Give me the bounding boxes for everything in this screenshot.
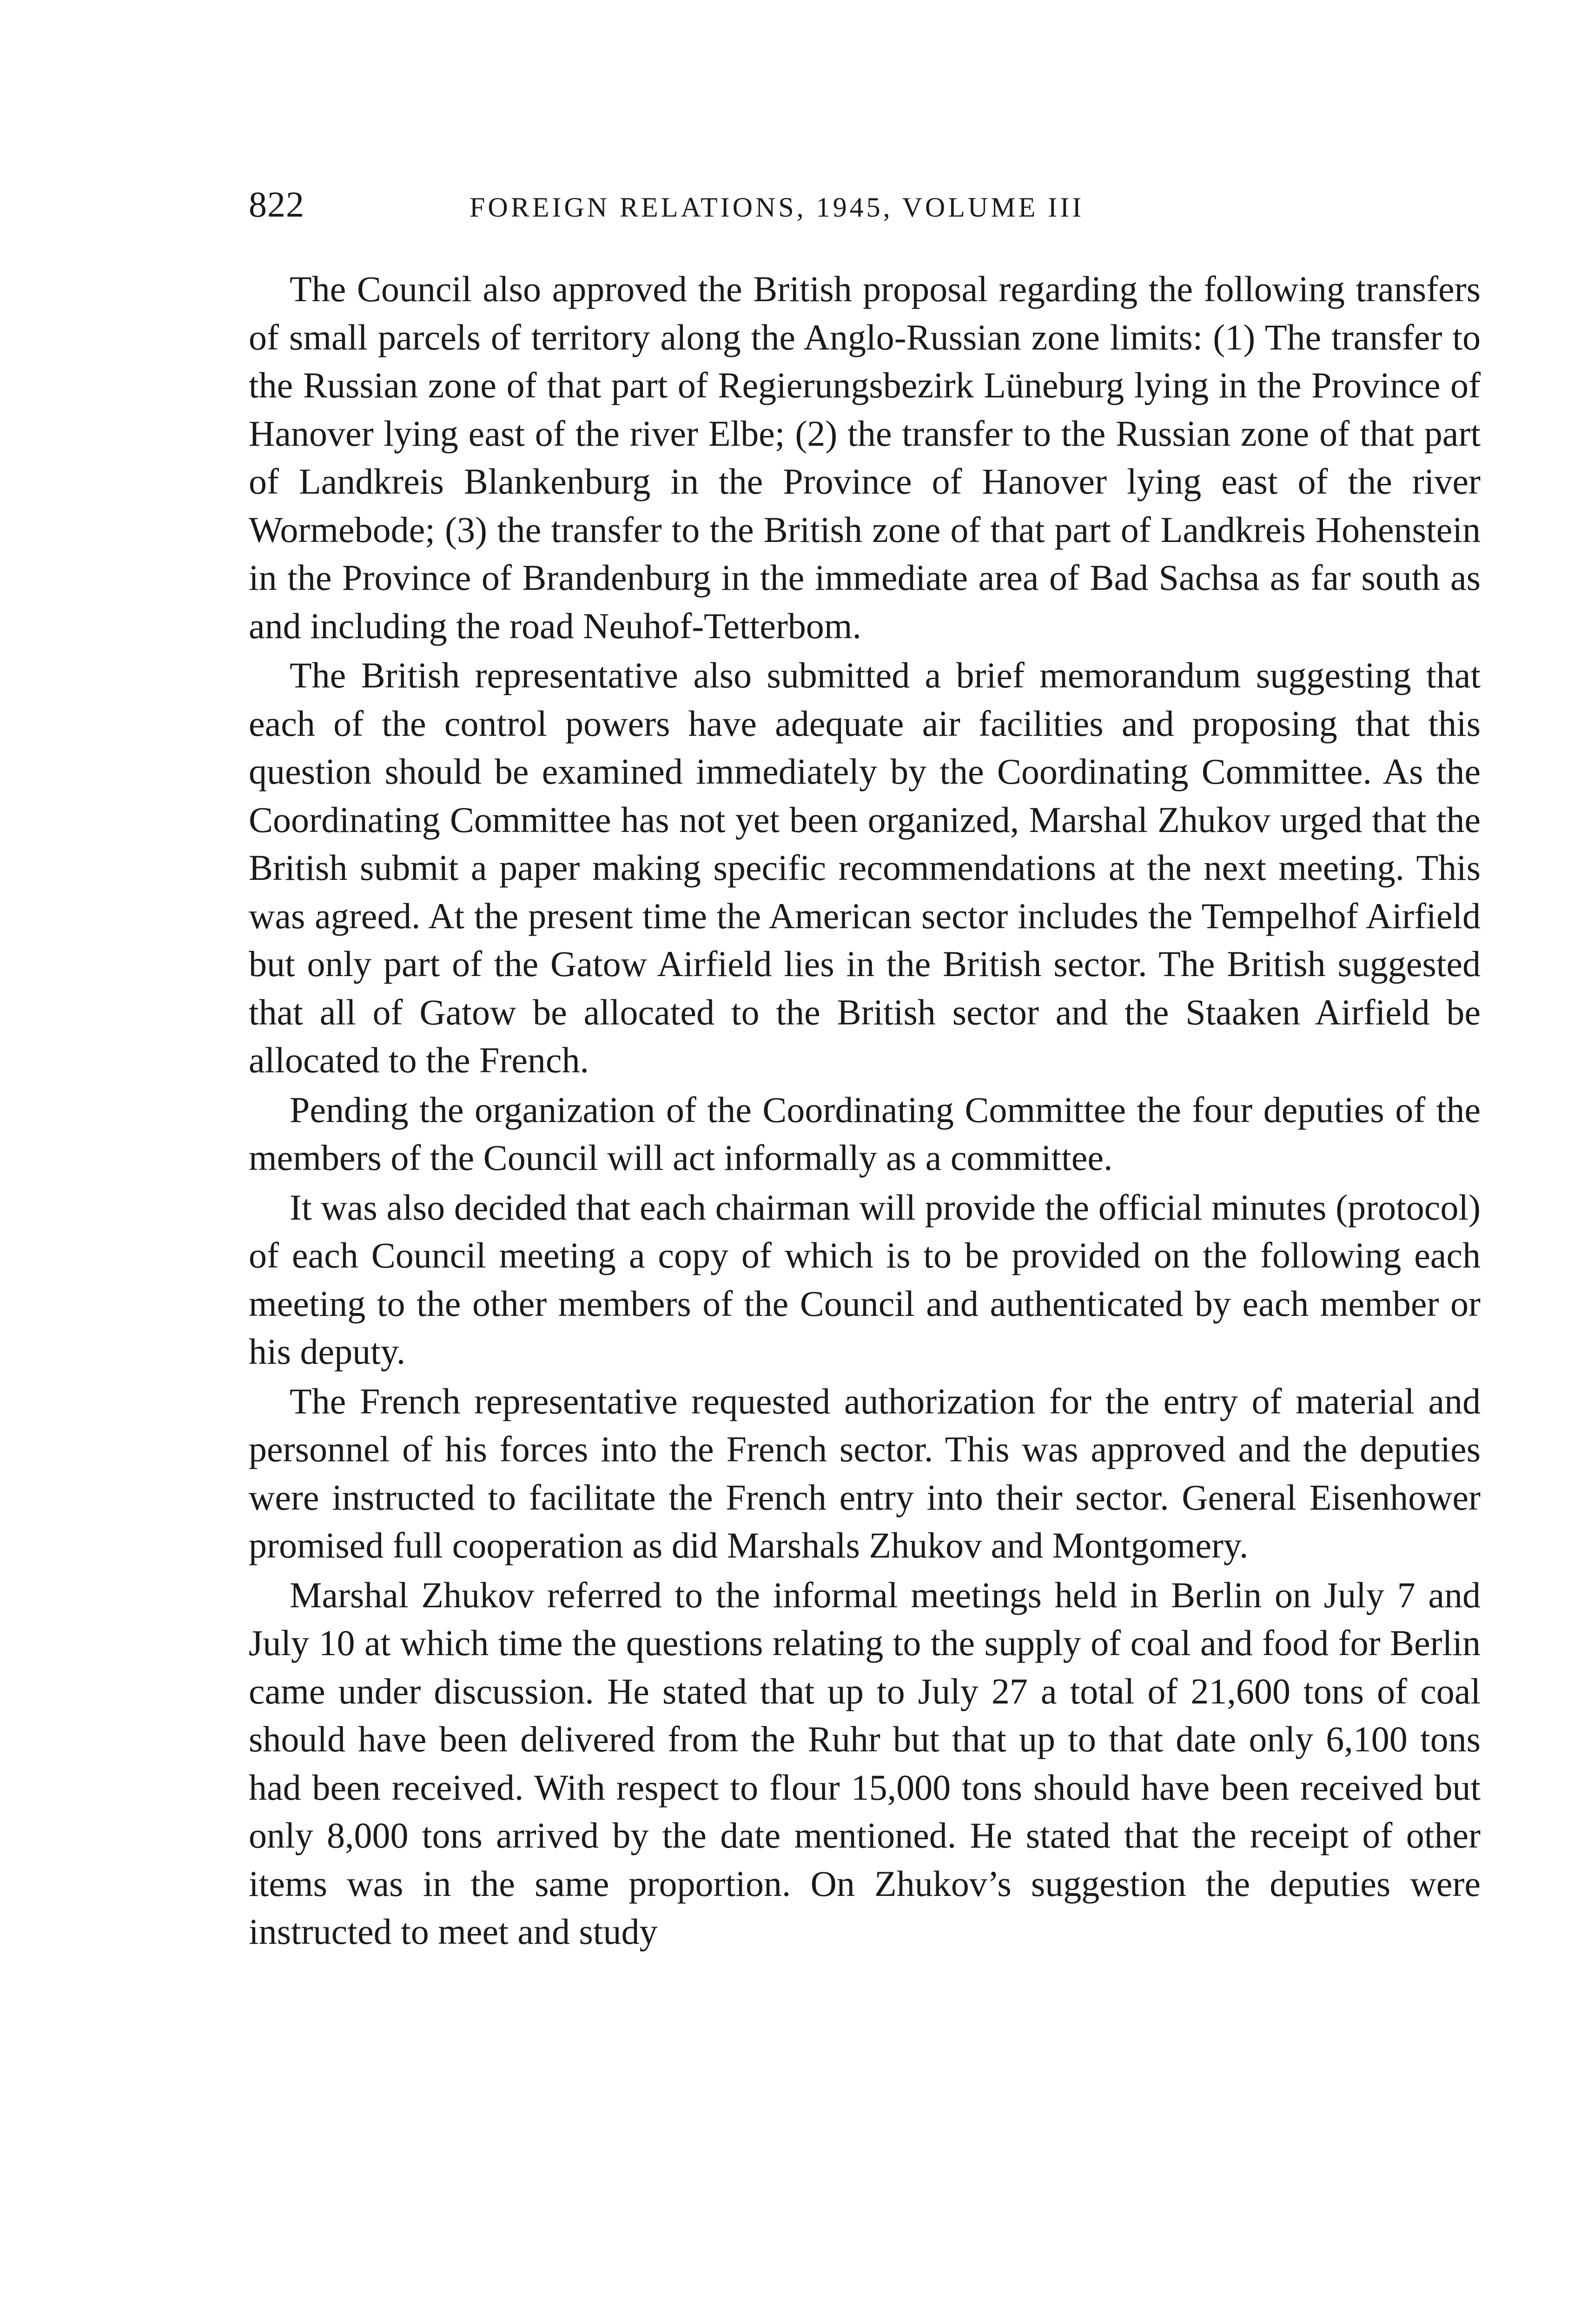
paragraph-territory-transfers: The Council also approved the British proposal regarding the following transfers of small parcels of territory along the Anglo-Russian zone limits: (1) The transfer to the Russian zone of that part of Regierungsbezirk Lüneburg lying in the Province of Hanover lying east of the river Elbe; (2) the transfer to the Russian zone of that part of Landkreis Blankenburg in the Province of Hanover lying east of the river Wormebode; (3) the transfer to the British zone of that part of Landkreis Hohenstein in the Province of Brandenburg in the immediate area of Bad Sachsa as far south as and including the road Neuhof-Tetterbom. [249, 269, 1481, 646]
document-page [249, 184, 1481, 1957]
paragraph-deputies-committee: Pending the organization of the Coordinating Committee the four deputies of the members of the Council will act informally as a committee. [249, 1089, 1481, 1178]
paragraph-french-entry: The French representative requested authorization for the entry of material and personnel of his forces into the French sector. This was approved and the deputies were instructed to facilitate the French entry into their sector. General Eisenhower promised full cooperation as did Marshals Zhukov and Montgomery. [249, 1380, 1481, 1565]
running-title: FOREIGN RELATIONS, 1945, VOLUME III [470, 192, 1085, 223]
paragraph-air-facilities: The British representative also submitted a brief memorandum suggesting that each of the control powers have adequate air facilities and proposing that this question should be examined immediately by the Coordinating Committee. As the Coordinating Committee has not yet been organized, Marshal Zhukov urged that the British submit a paper making specific recommendations at the next meeting. This was agreed. At the present time the American sector includes the Tempelhof Airfield but only part of the Gatow Airfield lies in the British sector. The British suggested that all of Gatow be allocated to the British sector and the Staaken Airfield be allocated to the French. [249, 655, 1481, 1080]
page-header [249, 184, 1481, 239]
paragraph-coal-food-supply: Marshal Zhukov referred to the informal meetings held in Berlin on July 7 and July 10 at which time the questions relating to the supply of coal and food for Berlin came under discussion. He stated that up to July 27 a total of 21,600 tons of coal should have been delivered from the Ruhr but that up to that date only 6,100 tons had been received. With respect to flour 15,000 tons should have been received but only 8,000 tons arrived by the date mentioned. He stated that the receipt of other items was in the same proportion. On Zhukov’s suggestion the deputies were instructed to meet and study [249, 1574, 1481, 1952]
page-number: 822 [249, 184, 304, 224]
body-text [249, 265, 1481, 1957]
paragraph-official-minutes: It was also decided that each chairman will provide the official minutes (protocol) of each Council meeting a copy of which is to be provided on the following each meeting to the other members of the Council and authenticated by each member or his deputy. [249, 1187, 1481, 1372]
